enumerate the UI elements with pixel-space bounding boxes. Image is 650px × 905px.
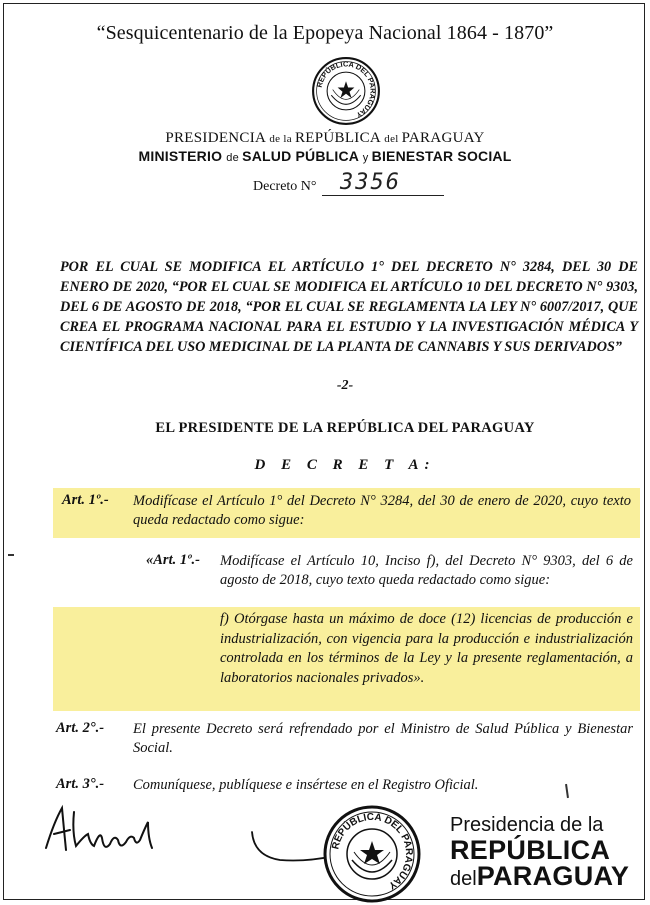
national-seal-icon <box>311 56 381 126</box>
seal-ring-text: REPÚBLICA DEL PARAGUAY <box>330 811 415 891</box>
inst-del: del <box>384 133 402 145</box>
decreto-label: Decreto N° <box>253 179 317 194</box>
brand-line-1: Presidencia de la <box>450 814 604 836</box>
inst-de: de <box>226 152 243 164</box>
decreto-underline <box>322 195 444 196</box>
institution-line-1 <box>0 130 650 147</box>
president-heading: EL PRESIDENTE DE LA REPÚBLICA DEL PARAGUAY <box>155 420 535 436</box>
article-2-label: Art. 2°.- <box>56 720 105 736</box>
inst-de-la: de la <box>269 133 295 145</box>
inst-paraguay: PARAGUAY <box>401 130 485 146</box>
inst-ministerio: MINISTERIO <box>138 148 227 164</box>
decree-title: POR EL CUAL SE MODIFICA EL ARTÍCULO 1° DEL DECRETO N° 3284, DEL 30 DE ENERO DE 2020, “POR EL CUAL SE MODIFICA EL ARTÍCULO 10 DEL DECRETO N° 9303, DEL 6 DE AGOSTO DE 2018, “POR EL CUAL SE REGLAMENTA LA LEY N° 6007/2017, QUE CREA EL PROGRAMA NACIONAL PARA EL ESTUDIO Y LA INVESTIGACIÓN MÉDICA Y CIENTÍFICA DEL USO MEDICINAL DE LA PLANTA DE CANNABIS Y SUS DERIVADOS” <box>60 259 638 355</box>
margin-mark <box>8 554 14 556</box>
inciso-f-text: f) Otórgase hasta un máximo de doce (12) licencias de producción e industrialización, con vigencia para la producción e industrialización controlada en los términos de la Ley y la presente reglamentación, a laboratorios nacionales privados». <box>220 611 633 686</box>
article-1-label: Art. 1º.- <box>62 492 109 508</box>
brand-line-3: del <box>450 868 477 890</box>
article-3-text: Comuníquese, publíquese e insértese en el Registro Oficial. <box>133 777 479 793</box>
presidency-brand-logo <box>450 814 629 891</box>
handwritten-signature <box>40 800 170 860</box>
article-1-text: Modifícase el Artículo 1° del Decreto N° 3284, del 30 de enero de 2020, cuyo texto queda redactado como sigue: <box>133 493 631 528</box>
inst-bienestar-social: BIENESTAR SOCIAL <box>371 148 512 164</box>
decreto-number: 3356 <box>340 170 401 195</box>
inst-republica: REPÚBLICA <box>295 130 385 146</box>
national-seal-icon <box>322 804 422 904</box>
inst-y: y <box>362 152 372 164</box>
institution-line-2 <box>0 148 650 164</box>
article-2-text: El presente Decreto será refrendado por el Ministro de Salud Pública y Bienestar Social. <box>133 721 633 756</box>
seal-ring-text: REPÚBLICA DEL PARAGUAY <box>314 59 378 120</box>
page-number: -2- <box>336 378 354 393</box>
article-3-label: Art. 3°.- <box>56 776 105 792</box>
quoted-article-text: Modifícase el Artículo 10, Inciso f), del Decreto N° 9303, del 6 de agosto de 2018, cuyo texto queda redactado como sigue: <box>220 553 633 588</box>
inst-presidencia: PRESIDENCIA <box>165 130 270 146</box>
decreta-heading: D E C R E T A: <box>254 457 436 473</box>
brand-line-4: PARAGUAY <box>476 861 630 891</box>
brand-line-2: REPÚBLICA <box>450 835 611 865</box>
inst-salud-publica: SALUD PÚBLICA <box>242 148 363 164</box>
motto: “Sesquicentenario de la Epopeya Nacional 1864 - 1870” <box>96 22 554 44</box>
quoted-article-label: «Art. 1º.- <box>146 552 200 568</box>
